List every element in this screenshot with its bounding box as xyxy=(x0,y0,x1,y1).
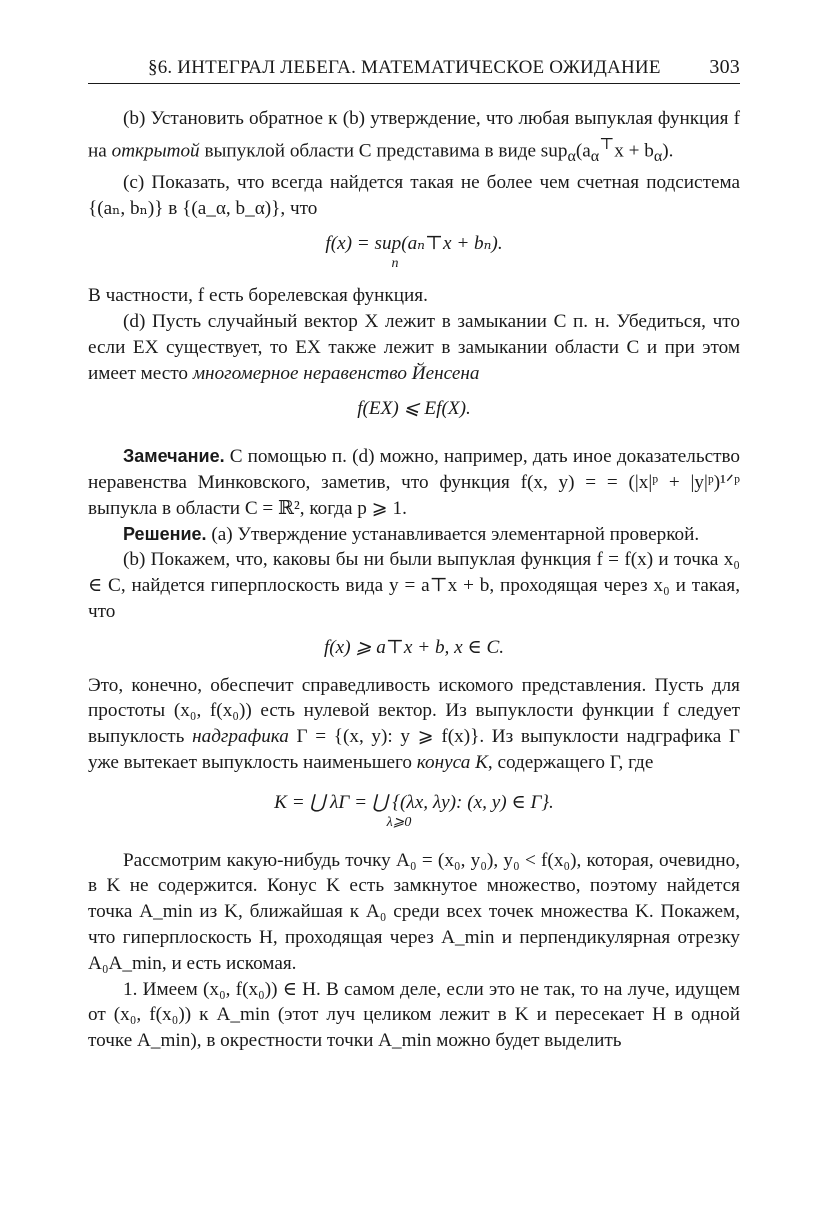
paragraph-c-statement: (c) Показать, что всегда найдется такая не более чем счетная подсистема {(aₙ, bₙ)} в {(a_α, b_α)}, что xyxy=(88,171,740,219)
remark-paragraph: Замечание. С помощью п. (d) можно, например, дать иное доказательство неравенства Минковского, заметив, что функция f(x, y) = = (|x|ᵖ + |y|ᵖ)¹ᐟᵖ выпукла в области C = ℝ², когда p ⩾ 1. xyxy=(88,446,740,519)
solution-paragraph: Решение. (a) Утверждение устанавливается элементарной проверкой. xyxy=(123,523,700,545)
paragraph-b-solution: (b) Покажем, что, каковы бы ни были выпуклая функция f = f(x) и точка x₀ ∈ C, найдется гиперплоскость вида y = a⊤x + b, проходящая через x₀ и такая, что xyxy=(88,549,740,622)
solution-label: Решение. xyxy=(123,523,207,544)
running-header xyxy=(88,56,740,84)
page-number: 303 xyxy=(709,56,740,78)
section-title: §6. ИНТЕГРАЛ ЛЕБЕГА. МАТЕМАТИЧЕСКОЕ ОЖИДАНИЕ xyxy=(148,57,661,78)
formula-cone: K = ⋃ λΓ = ⋃ {(λx, λy): (x, y) ∈ Γ}. λ⩾0 xyxy=(274,791,554,830)
remark-label: Замечание. xyxy=(123,446,225,467)
formula-jensen: f(EX) ⩽ Ef(X). xyxy=(357,398,471,420)
paragraph-epigraph: Это, конечно, обеспечит справедливость искомого представления. Пусть для простоты (x₀, f(x₀)) есть нулевой вектор. Из выпуклости функции f следует выпуклость надграфика Γ = {(x, y): y ⩾ f(x)}. Из выпуклости надграфика Γ уже вытекает выпуклость наименьшего конуса K, содержащего Γ, где xyxy=(88,674,740,773)
paragraph-point-a0: Рассмотрим какую-нибудь точку A₀ = (x₀, y₀), y₀ < f(x₀), которая, очевидно, в K не содержится. Конус K есть замкнутое множество, поэтому найдется точка A_min из K, ближайшая к A₀ среди всех точек множества K. Покажем, что гиперплоскость H, проходящая через A_min и перпендикулярная отрезку A₀A_min, и есть искомая. xyxy=(88,849,740,974)
paragraph-b-statement: (b) Установить обратное к (b) утверждение, что любая выпуклая функция f на открытой выпуклой области C представима в виде $sup_\alpha(a_\alpha^⊤x + b_\alpha)$. xyxy=(88,108,740,166)
paragraph-d-statement: (d) Пусть случайный вектор X лежит в замыкании C п. н. Убедиться, что если EX существует, то EX также лежит в замыкании области C и при этом имеет место многомерное неравенство Йенсена xyxy=(88,311,740,384)
paragraph-step-1: 1. Имеем (x₀, f(x₀)) ∈ H. В самом деле, если это не так, то на луче, идущем от (x₀, f(x₀)) к A_min (этот луч целиком лежит в K и пересекает H в одной точке A_min), в окрестности точки A_min можно будет выделить xyxy=(88,978,740,1052)
formula-sup-representation: f(x) = sup(aₙ⊤x + bₙ). n xyxy=(325,233,503,272)
paragraph-borel: В частности, f есть борелевская функция. xyxy=(88,285,428,307)
formula-hyperplane-inequality: f(x) ⩾ a⊤x + b, x ∈ C. xyxy=(323,636,505,658)
body-text xyxy=(88,106,740,1054)
book-page xyxy=(88,56,740,1054)
